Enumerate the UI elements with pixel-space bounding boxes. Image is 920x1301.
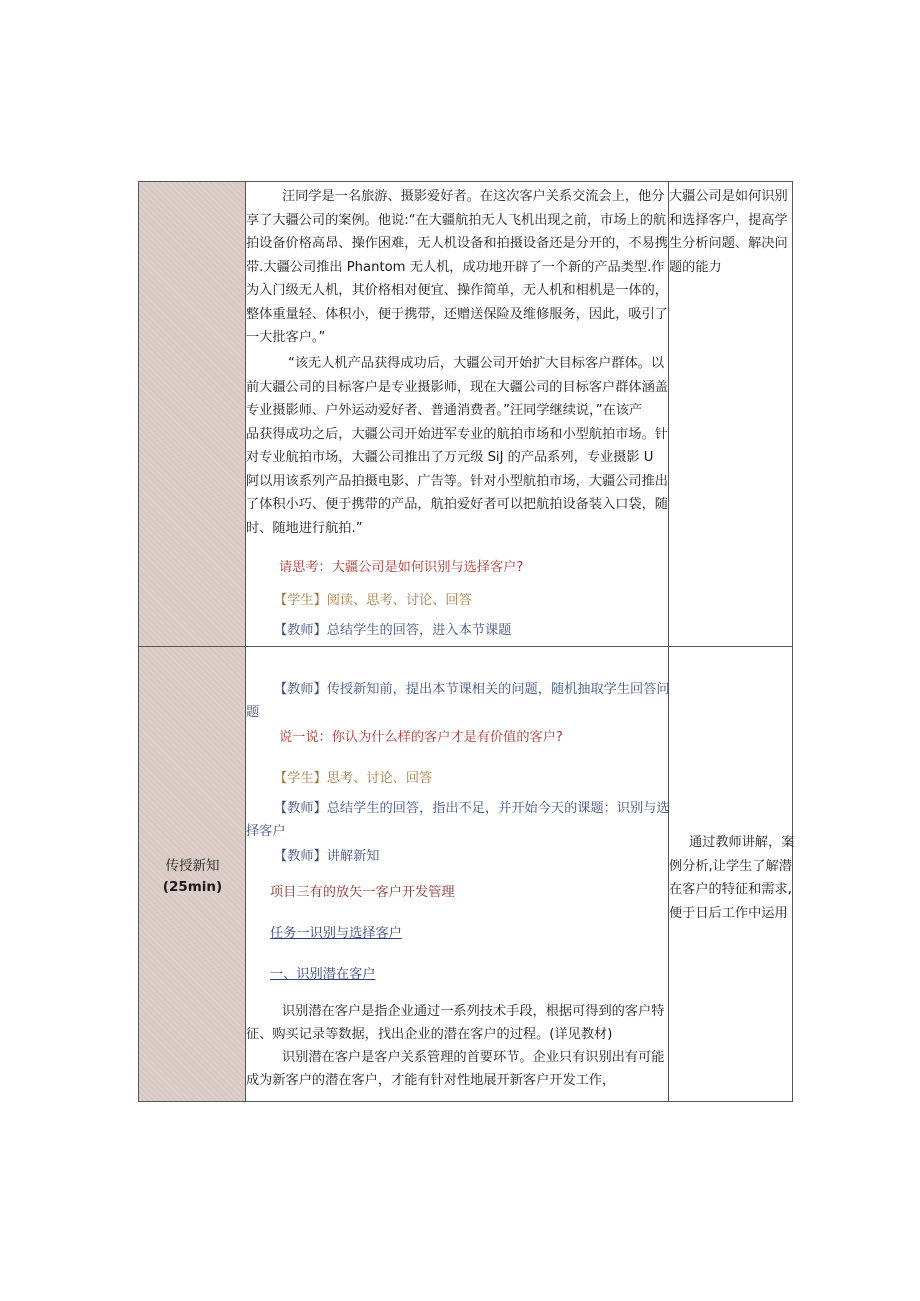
case-line: “该无人机产品获得成功后，大疆公司开始扩大目标客户群体。以 [288, 356, 665, 371]
goal-cell [669, 647, 795, 1101]
case-line: 拍设备价格高昂、操作困难，无人机设备和拍摄设备还是分开的，不易携 [246, 236, 668, 251]
goal-line: 生分析问题、解决问 [669, 236, 788, 251]
project-title: 项目三有的放矢一客户开发管理 [270, 885, 455, 900]
case-line: 时、随地进行航拍.” [246, 520, 363, 536]
goal-line: 例分析,让学生了解潜 [669, 858, 792, 874]
body-line: 成为新客户的潜在客户，才能有针对性地展开新客户开发工作， [246, 1073, 616, 1088]
goal-line: 题的能力 [669, 259, 722, 275]
teacher-activity: 【教师】总结学生的回答，进入本节课题 [274, 623, 512, 638]
case-line: 了体积小巧、便于携带的产品，航拍爱好者可以把航拍设备装入口袋，随 [246, 497, 668, 512]
goal-line: 和选择客户，提高学 [669, 212, 788, 228]
case-line: 汪同学是一名旅游、摄影爱好者。在这次客户关系交流会上，他分 [282, 189, 665, 204]
teacher-activity: 【教师】总结学生的回答，指出不足，并开始今天的课题：识别与选 [274, 801, 670, 816]
goal-line: 在客户的特征和需求, [669, 882, 792, 897]
body-line: 征、购买记录等数据，找出企业的潜在客户的过程。(详见教材) [246, 1027, 613, 1042]
body-line: 识别潜在客户是指企业通过一系列技术手段，根据可得到的客户特 [282, 1004, 665, 1019]
stage-title: 传授新知 [165, 858, 220, 874]
table-row [139, 182, 792, 647]
goal-line: 大疆公司是如何识别 [669, 189, 788, 204]
case-line: 一大批客户。” [246, 330, 326, 345]
table-row [139, 647, 795, 1101]
content-cell [246, 182, 669, 646]
case-line: 带.大疆公司推出 Phantom 无人机，成功地开辟了一个新的产品类型.作 [246, 259, 665, 275]
lesson-plan-table [138, 181, 793, 1102]
discussion-question: 说一说：你认为什么样的客户才是有价值的客户? [279, 730, 563, 745]
student-activity: 【学生】思考、讨论、回答 [274, 771, 433, 786]
case-line: 前大疆公司的目标客户是专业摄影师，现在大疆公司的目标客户群体涵盖 [246, 379, 668, 395]
student-activity: 【学生】阅读、思考、讨论、回答 [274, 593, 472, 608]
think-question: 请思考：大疆公司是如何识别与选择客户? [279, 560, 524, 575]
task-link[interactable]: 任务一识别与选择客户 [270, 926, 402, 941]
teacher-activity: 题 [246, 705, 260, 720]
goal-cell [669, 182, 792, 646]
case-line: 品获得成功之后，大疆公司开始进军专业的航拍市场和小型航拍市场。针 [246, 426, 668, 442]
case-line: 享了大疆公司的案例。他说:“在大疆航拍无人飞机出现之前，市场上的航 [246, 212, 667, 228]
content-cell [246, 647, 669, 1101]
teacher-activity: 【教师】传授新知前，提出本节课相关的问题，随机抽取学生回答问 [274, 682, 670, 697]
stage-duration: (25min) [162, 879, 223, 895]
case-line: 阿以用该系列产品拍摄电影、广告等。针对小型航拍市场，大疆公司推出 [246, 473, 668, 489]
stage-cell [139, 182, 246, 646]
goal-line: 通过教师讲解，案 [689, 835, 795, 850]
section-link[interactable]: 一、识别潜在客户 [270, 967, 376, 982]
case-line: 对专业航拍市场，大疆公司推出了万元级 SiJ 的产品系列，专业摄影 U [246, 450, 654, 465]
stage-cell [139, 647, 246, 1101]
case-line: 为入门级无人机，其价格相对便宜、操作简单，无人机和相机是一体的， [246, 283, 668, 298]
case-line: 整体重量轻、体积小，便于携带，还赠送保险及维修服务，因此，吸引了 [246, 306, 668, 322]
body-line: 识别潜在客户是客户关系管理的首要环节。企业只有识别出有可能 [282, 1050, 665, 1065]
teacher-activity: 【教师】讲解新知 [274, 849, 380, 864]
goal-line: 便于日后工作中运用 [669, 905, 788, 921]
case-line: 专业摄影师、户外运动爱好者、普通消费者。”汪同学继续说，”在该产 [246, 403, 643, 418]
teacher-activity: 择客户 [246, 824, 286, 839]
